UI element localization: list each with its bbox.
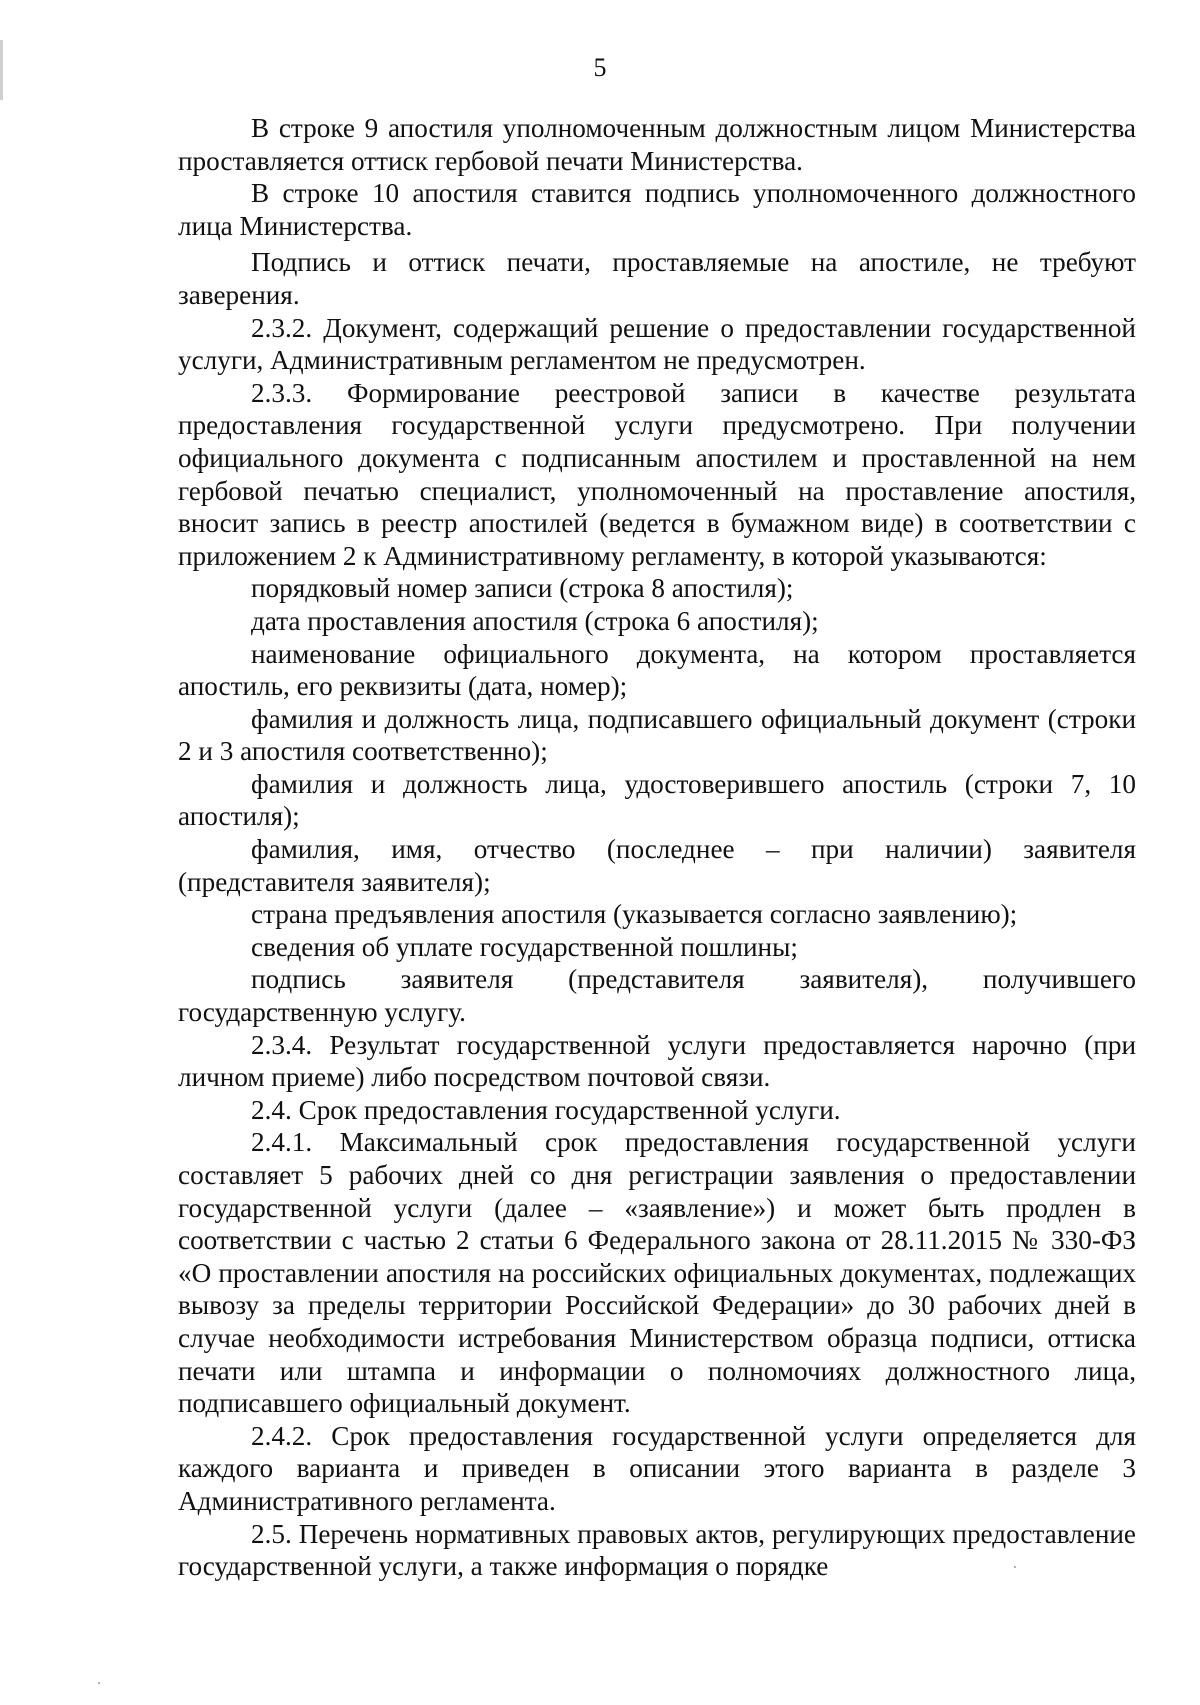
paragraph: 2.4.2. Срок предоставления государственной услуги определяется для каждого варианта и приведен в описании этого варианта в разделе 3 Административного регламента. xyxy=(178,1420,1136,1516)
list-item: сведения об уплате государственной пошлины; xyxy=(251,931,798,962)
list-item: страна предъявления апостиля (указывается согласно заявлению); xyxy=(251,899,1018,930)
page-number: 5 xyxy=(593,53,607,82)
list-item: порядковый номер записи (строка 8 апостиля); xyxy=(251,573,794,604)
paragraph: Подпись и оттиск печати, проставляемые на апостиле, не требуют заверения. xyxy=(178,247,1136,310)
paragraph: 2.5. Перечень нормативных правовых актов, регулирующих предоставление государственной услуги, а также информация о порядке xyxy=(178,1518,1136,1582)
section-heading: 2.4. Срок предоставления государственной услуги. xyxy=(251,1094,841,1125)
list-item: фамилия и должность лица, удостоверившего апостиль (строки 7, 10 апостиля); xyxy=(178,768,1136,832)
paragraph: 2.3.4. Результат государственной услуги предоставляется нарочно (при личном приеме) либо посредством почтовой связи. xyxy=(178,1029,1136,1093)
scan-speck xyxy=(98,1682,100,1684)
list-item: фамилия, имя, отчество (последнее – при наличии) заявителя (представителя заявителя); xyxy=(178,834,1136,897)
paragraph: 2.3.2. Документ, содержащий решение о предоставлении государственной услуги, Административным регламентом не предусмотрен. xyxy=(178,312,1136,376)
document-body xyxy=(178,112,1136,1583)
list-item: дата проставления апостиля (строка 6 апостиля); xyxy=(251,605,819,636)
paragraph: 2.3.3. Формирование реестровой записи в качестве результата предоставления государственной услуги предусмотрено. При получении официального документа с подписанным апостилем и проставленной на нем гербовой печатью специалист, уполномоченный на проставление апостиля, вносит запись в реестр апостилей (ведется в бумажном виде) в соответствии с приложением 2 к Административному регламенту, в которой указываются: xyxy=(178,377,1136,571)
list-item: подпись заявителя (представителя заявителя), получившего государственную услугу. xyxy=(178,964,1136,1028)
list-item: фамилия и должность лица, подписавшего официальный документ (строки 2 и 3 апостиля соответственно); xyxy=(178,703,1136,767)
paragraph: 2.4.1. Максимальный срок предоставления государственной услуги составляет 5 рабочих дней со дня регистрации заявления о предоставлении государственной услуги (далее – «заявление») и может быть продлен в соответствии с частью 2 статьи 6 Федерального закона от 28.11.2015 № 330-ФЗ «О проставлении апостиля на российских официальных документах, подлежащих вывозу за пределы территории Российской Федерации» до 30 рабочих дней в случае необходимости истребования Министерством образца подписи, оттиска печати или штампа и информации о полномочиях должностного лица, подписавшего официальный документ. xyxy=(178,1127,1136,1419)
paragraph: В строке 10 апостиля ставится подпись уполномоченного должностного лица Министерства. xyxy=(178,178,1136,241)
list-item: наименование официального документа, на котором проставляется апостиль, его реквизиты (дата, номер); xyxy=(178,638,1136,702)
paragraph: В строке 9 апостиля уполномоченным должностным лицом Министерства проставляется оттиск гербовой печати Министерства. xyxy=(178,113,1136,176)
